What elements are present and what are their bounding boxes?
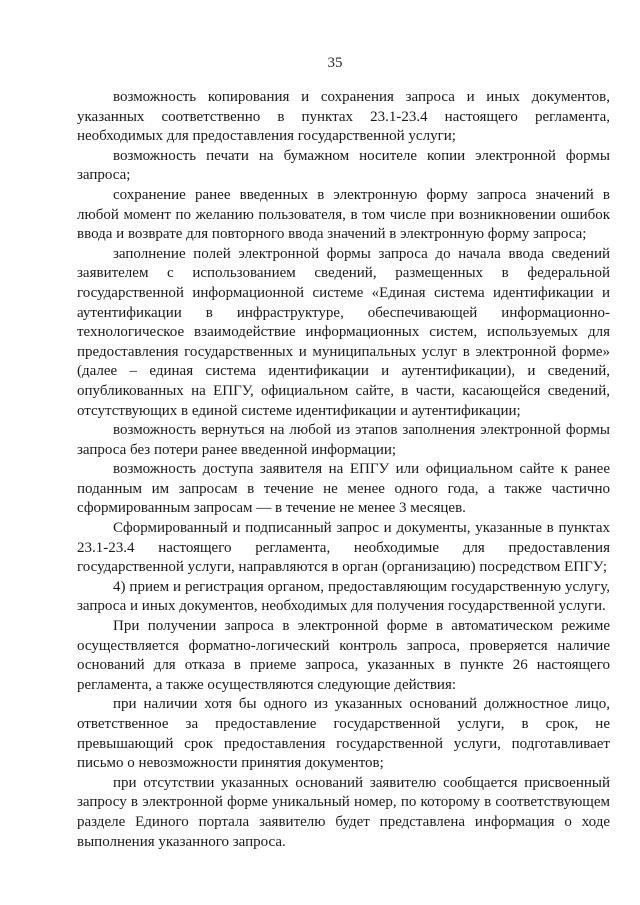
paragraph: возможность вернуться на любой из этапов заполнения электронной формы запроса без потери ранее введенной информации;	[77, 422, 610, 458]
paragraph: при наличии хотя бы одного из указанных оснований должностное лицо, ответственное за предоставление государственной услуги, в срок, не превышающий срок предоставления государственной услуги, подготавливает письмо о невозможности принятия документов;	[77, 696, 610, 772]
paragraph: возможность доступа заявителя на ЕПГУ или официальном сайте к ранее поданным им запросам в течение не менее одного года, а также частично сформированным запросам — в течение не менее 3 месяцев.	[77, 461, 610, 517]
paragraph: Сформированный и подписанный запрос и документы, указанные в пунктах 23.1-23.4 настоящего регламента, необходимые для предоставления государственной услуги, направляются в орган (организацию) посредством ЕПГУ;	[77, 520, 610, 576]
paragraph: возможность печати на бумажном носителе копии электронной формы запроса;	[77, 147, 610, 184]
paragraph: при отсутствии указанных оснований заявителю сообщается присвоенный запросу в электронной форме уникальный номер, по которому в соответствующем разделе Единого портала заявителю будет представлена информация о ходе выполнения указанного запроса.	[77, 774, 610, 850]
paragraph: сохранение ранее введенных в электронную форму запроса значений в любой момент по желанию пользователя, в том числе при возникновении ошибок ввода и возврате для повторного ввода значений в электронную форму запроса;	[77, 186, 610, 243]
page-number: 35	[327, 55, 343, 71]
paragraph: При получении запроса в электронной форме в автоматическом режиме осуществляется форматно-логический контроль запроса, проверяется наличие оснований для отказа в приеме запроса, указанных в пункте 26 настоящего регламента, а также осуществляются следующие действия:	[77, 618, 610, 693]
paragraph: 4) прием и регистрация органом, предоставляющим государственную услугу, запроса и иных документов, необходимых для получения государственной услуги.	[77, 578, 610, 615]
document-body	[77, 88, 610, 852]
paragraph: заполнение полей электронной формы запроса до начала ввода сведений заявителем с использованием сведений, размещенных в федеральной государственной информационной системе «Единая система идентификации и аутентификации в инфраструктуре, обеспечивающей информационно-технологическое взаимодействие информационных систем, используемых для предоставления государственных и муниципальных услуг в электронной форме» (далее – единая система идентификации и аутентификации), и сведений, опубликованных на ЕПГУ, официальном сайте, в части, касающейся сведений, отсутствующих в единой системе идентификации и аутентификации;	[77, 245, 610, 419]
paragraph: возможность копирования и сохранения запроса и иных документов, указанных соответственно в пунктах 23.1-23.4 настоящего регламента, необходимых для предоставления государственной услуги;	[77, 89, 610, 145]
